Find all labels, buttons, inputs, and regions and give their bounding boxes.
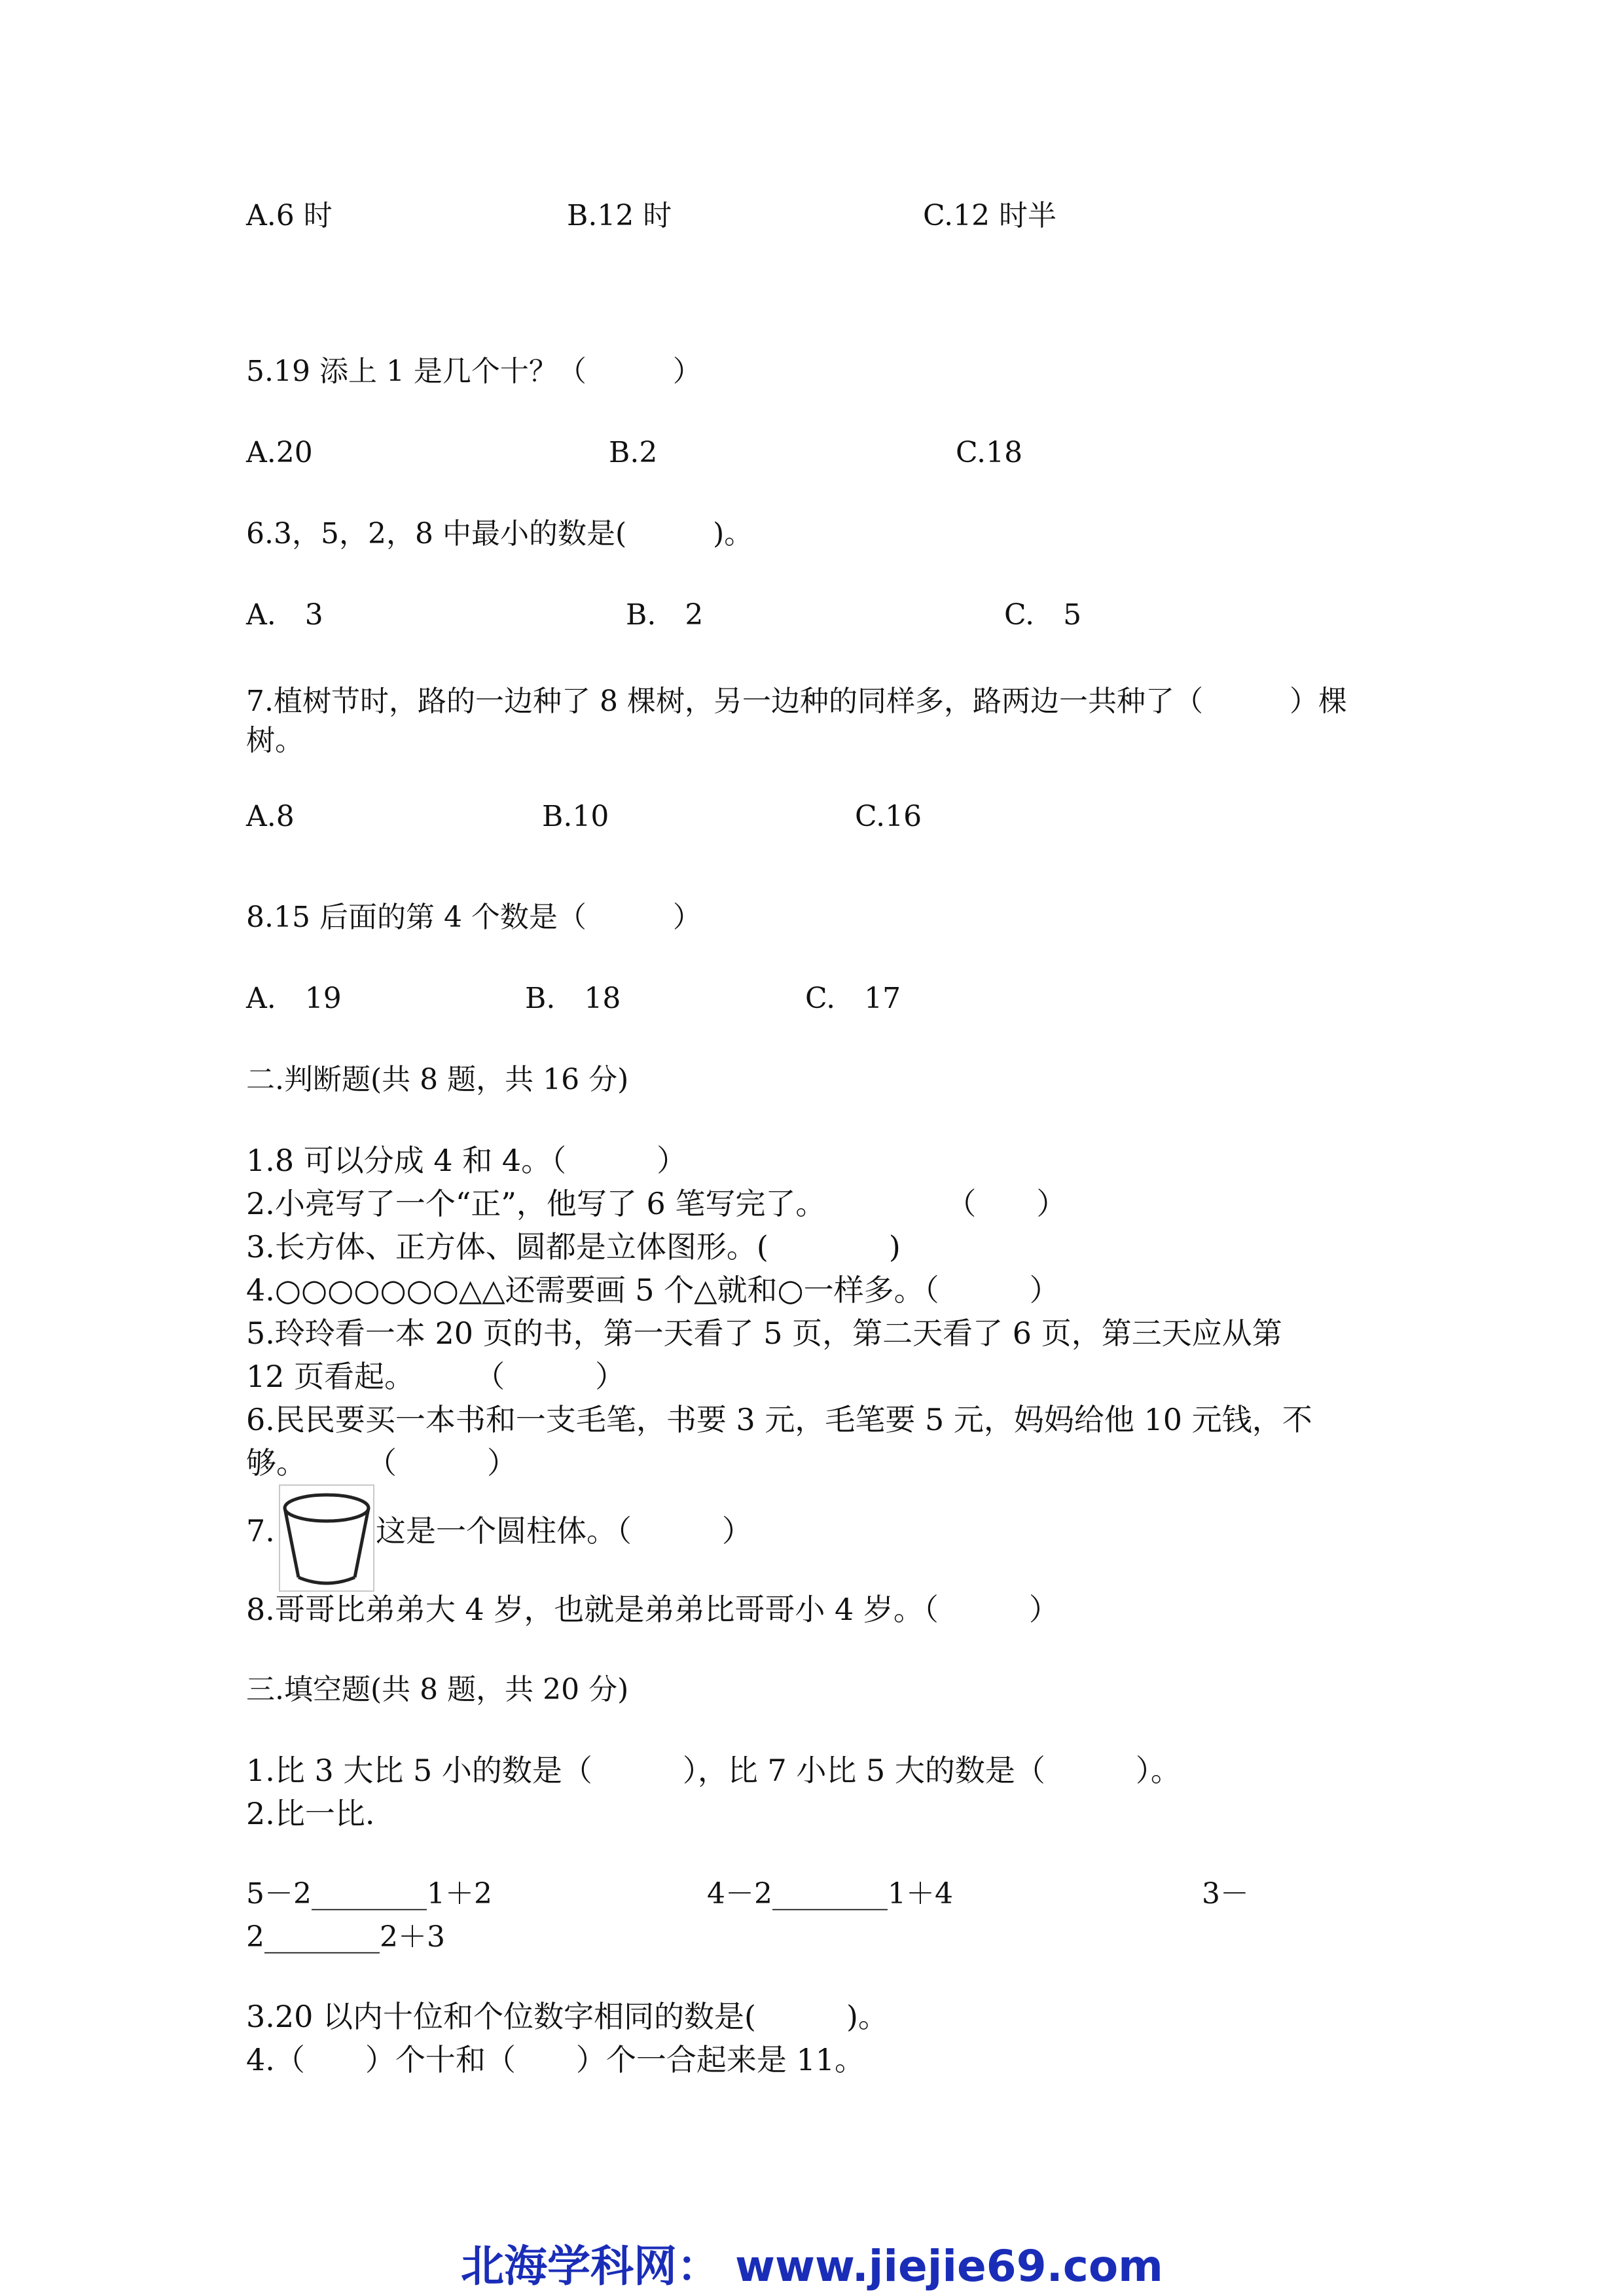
s2-item-7-number: 7.: [246, 1513, 275, 1549]
s3-item-3: 3.20 以内十位和个位数字相同的数是( )。: [246, 1999, 888, 2034]
q7-option-b: B.10: [542, 800, 609, 833]
s3-item-1: 1.比 3 大比 5 小的数是（ ），比 7 小比 5 大的数是（ ）。: [246, 1753, 1181, 1788]
s2-item-4: 4.○○○○○○○△△还需要画 5 个△就和○一样多。（ ）: [246, 1272, 1060, 1308]
q7-stem-line1: 7.植树节时，路的一边种了 8 棵树，另一边种的同样多，路两边一共种了（ ）棵: [246, 685, 1347, 718]
s3-item-2: 2.比一比.: [246, 1796, 375, 1831]
s3-compare-3-part1: 3－: [1202, 1877, 1249, 1910]
q7-stem-line2: 树。: [246, 724, 304, 757]
s2-item-2: 2.小亮写了一个“正”，他写了 6 笔写完了。 （ ）: [246, 1186, 1067, 1221]
q8-option-c: C. 17: [805, 982, 901, 1015]
q4-option-a: A.6 时: [246, 199, 333, 232]
footer-watermark: 北海学科网： www.jiejie69.com: [461, 2241, 1163, 2291]
q7-option-c: C.16: [855, 800, 922, 833]
q6-stem: 6.3，5，2，8 中最小的数是( )。: [246, 517, 753, 550]
s2-item-8: 8.哥哥比弟弟大 4 岁，也就是弟弟比哥哥小 4 岁。（ ）: [246, 1592, 1059, 1627]
s2-item-1: 1.8 可以分成 4 和 4。（ ）: [246, 1143, 687, 1178]
s3-compare-3-part2: 2________2＋3: [246, 1920, 445, 1954]
s3-item-4: 4.（ ）个十和（ ）个一合起来是 11。: [246, 2042, 865, 2077]
s3-compare-2: 4－2________1＋4: [707, 1877, 953, 1910]
q7-option-a: A.8: [246, 800, 295, 833]
q5-option-b: B.2: [609, 436, 658, 469]
section2-title: 二.判断题(共 8 题，共 16 分): [246, 1063, 629, 1096]
q4-option-b: B.12 时: [567, 199, 672, 232]
section3-title: 三.填空题(共 8 题，共 20 分): [246, 1673, 629, 1706]
q8-option-b: B. 18: [525, 982, 621, 1015]
q5-stem: 5.19 添上 1 是几个十？（ ）: [246, 355, 702, 388]
q8-stem: 8.15 后面的第 4 个数是（ ）: [246, 901, 702, 934]
s2-item-6-line1: 6.民民要买一本书和一支毛笔，书要 3 元，毛笔要 5 元，妈妈给他 10 元钱，不: [246, 1402, 1312, 1437]
s2-item-7-text: 这是一个圆柱体。（ ）: [376, 1513, 752, 1549]
q5-option-c: C.18: [956, 436, 1023, 469]
s2-item-6-line2: 够。 （ ）: [246, 1445, 517, 1480]
q4-option-c: C.12 时半: [923, 199, 1057, 232]
s3-compare-1: 5－2________1＋2: [246, 1877, 492, 1910]
s2-item-5-line1: 5.玲玲看一本 20 页的书，第一天看了 5 页，第二天看了 6 页，第三天应从第: [246, 1316, 1282, 1351]
q6-option-b: B. 2: [626, 598, 704, 632]
s2-item-5-line2: 12 页看起。 （ ）: [246, 1359, 626, 1394]
bucket-image: [279, 1484, 374, 1592]
q6-option-c: C. 5: [1004, 598, 1082, 632]
s2-item-3: 3.长方体、正方体、圆都是立体图形。( ): [246, 1229, 901, 1265]
q5-option-a: A.20: [246, 436, 313, 469]
q6-option-a: A. 3: [246, 598, 323, 632]
q8-option-a: A. 19: [246, 982, 342, 1015]
